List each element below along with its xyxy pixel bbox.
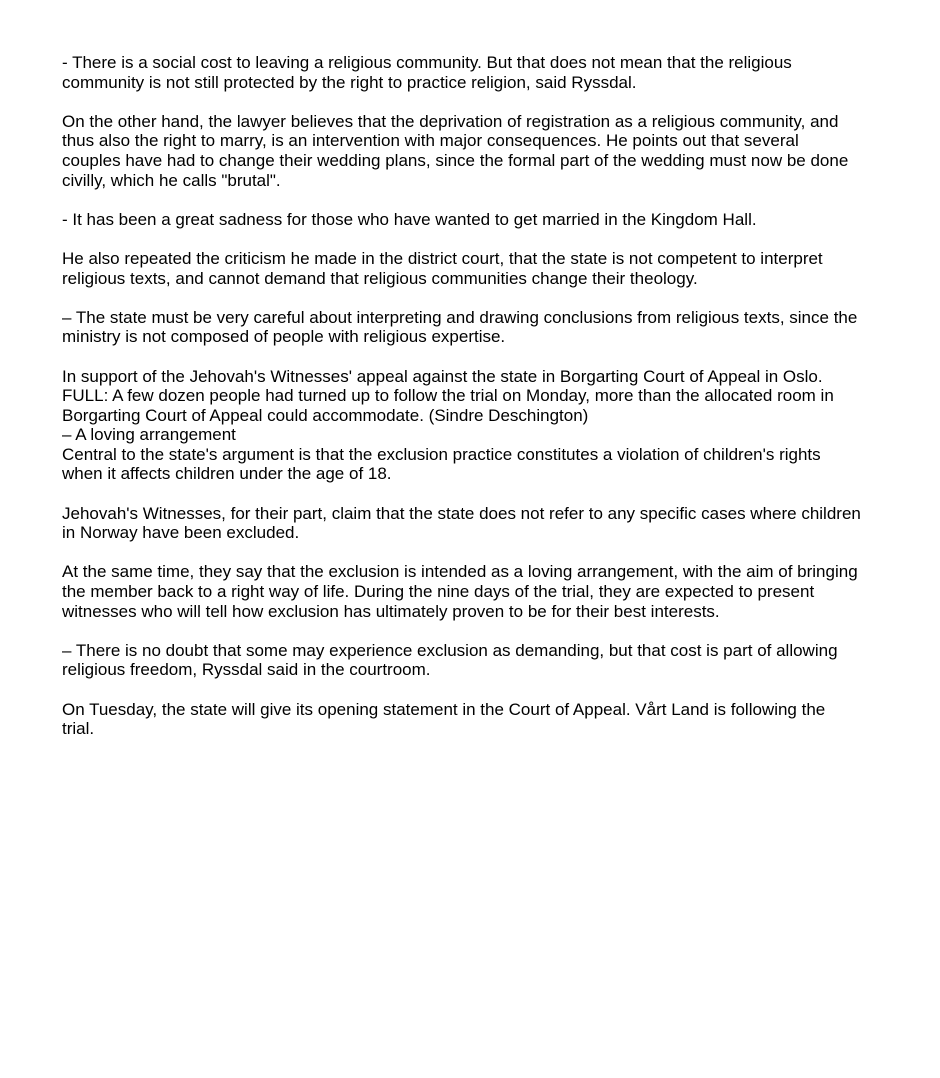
paragraph-witnesses-claim: Jehovah's Witnesses, for their part, claim that the state does not refer to any specific cases where children in Norway have been excluded. [62, 503, 861, 543]
paragraph-tuesday-statement: On Tuesday, the state will give its opening statement in the Court of Appeal. Vårt Land is following the trial. [62, 699, 826, 739]
photo-caption: FULL: A few dozen people had turned up to follow the trial on Monday, more than the allocated room in Borgarting Court of Appeal could accommodate. (Sindre Deschington) [62, 386, 834, 425]
article-body [62, 53, 862, 758]
support-line: In support of the Jehovah's Witnesses' appeal against the state in Borgarting Court of Appeal in Oslo. [62, 366, 823, 386]
paragraph-criticism-district-court: He also repeated the criticism he made in the district court, that the state is not competent to interpret religious texts, and cannot demand that religious communities change their theology. [62, 248, 823, 288]
subheading: – A loving arrangement [62, 425, 236, 445]
paragraph-deprivation-registration: On the other hand, the lawyer believes that the deprivation of registration as a religious community, and thus also the right to marry, is an intervention with major consequences. He points out that several couples have had to change their wedding plans, since the formal part of the wedding must now be done civilly, which he calls "brutal". [62, 111, 849, 190]
paragraph-state-careful: – The state must be very careful about interpreting and drawing conclusions from religious texts, since the ministry is not composed of people with religious expertise. [62, 307, 858, 347]
paragraph-no-doubt: – There is no doubt that some may experience exclusion as demanding, but that cost is part of allowing religious freedom, Ryssdal said in the courtroom. [62, 640, 838, 680]
support-and-caption-block [62, 367, 862, 485]
paragraph-social-cost: - There is a social cost to leaving a religious community. But that does not mean that the religious community is not still protected by the right to practice religion, said Ryssdal. [62, 53, 792, 92]
paragraph-loving-arrangement: At the same time, they say that the exclusion is intended as a loving arrangement, with the aim of bringing the member back to a right way of life. During the nine days of the trial, they are expected to present witnesses who will tell how exclusion has ultimately proven to be for their best interests. [62, 562, 858, 621]
paragraph-central-argument: Central to the state's argument is that the exclusion practice constitutes a violation of children's rights when it affects children under the age of 18. [62, 444, 821, 484]
paragraph-great-sadness: - It has been a great sadness for those who have wanted to get married in the Kingdom Hall. [62, 209, 757, 229]
